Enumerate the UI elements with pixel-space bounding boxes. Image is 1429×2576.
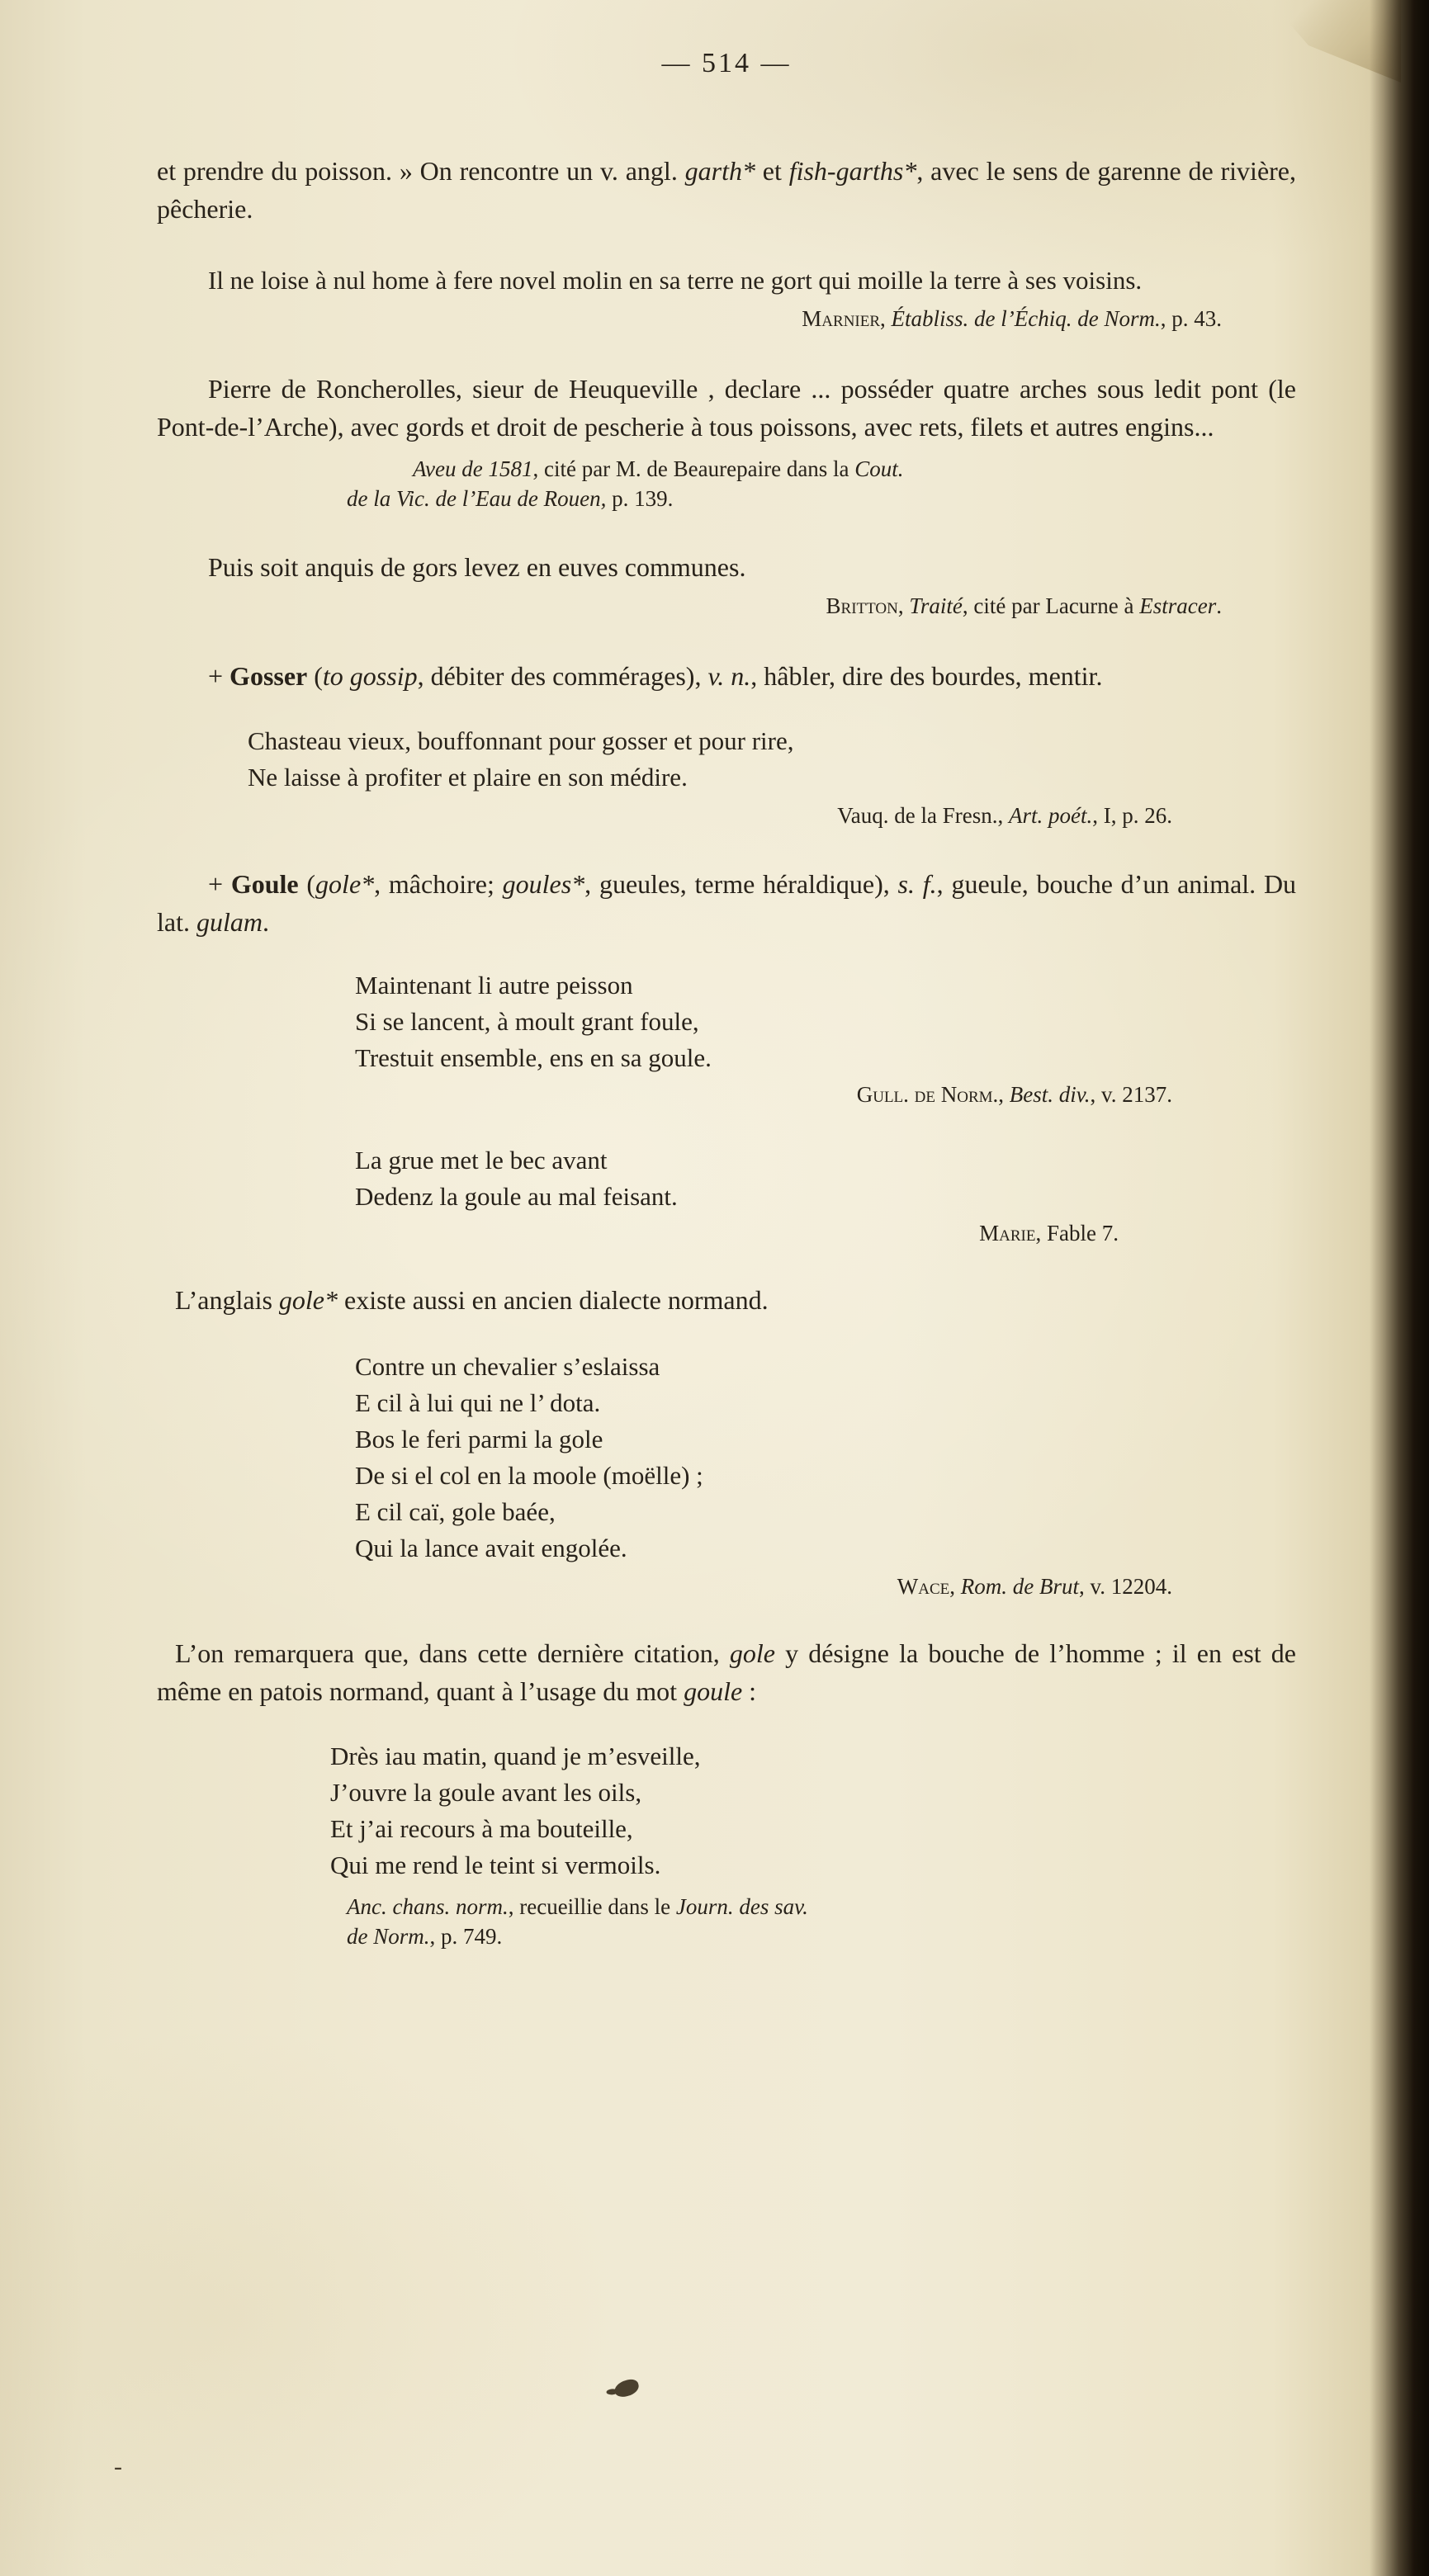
text-run: , p. 43. <box>1160 306 1222 331</box>
text-run: , v. 12204. <box>1079 1574 1172 1599</box>
citation-marnier <box>157 304 1296 333</box>
citation-author: Marie <box>979 1221 1036 1245</box>
verse-line: E cil caï, gole baée, <box>355 1497 556 1526</box>
citation-wace <box>157 1572 1296 1601</box>
book-edge-shadow <box>1370 0 1429 2576</box>
paragraph-remarque <box>157 1634 1296 1710</box>
paragraph-anglais <box>157 1281 1296 1319</box>
citation-title: Aveu de 1581 <box>413 456 533 481</box>
text-run: existe aussi en ancien dialecte normand. <box>338 1285 769 1315</box>
text-run: , avec le sens de garenne de rivière, pêcherie. <box>157 156 1297 224</box>
headword-goule: Goule <box>230 869 299 899</box>
verse-grue <box>355 1142 1296 1215</box>
citation-author: Wace <box>897 1574 950 1599</box>
entry-goule <box>157 865 1296 941</box>
term-goules: goules* <box>502 869 585 899</box>
verse-line: Si se lancent, à moult grant foule, <box>355 1007 699 1036</box>
term-to-gossip: to gossip <box>322 661 418 691</box>
text-run: , recueillie dans le <box>508 1894 676 1919</box>
grammar-label: s. f. <box>897 869 937 899</box>
term-gole: gole <box>729 1638 775 1668</box>
verse-line: Qui la lance avait engolée. <box>355 1534 627 1562</box>
text-run: . <box>1216 593 1222 618</box>
text-run: , cité par Lacurne à <box>962 593 1140 618</box>
paragraph-anquis: Puis soit anquis de gors levez en euves communes. <box>208 552 746 582</box>
citation-title: Rom. de Brut <box>960 1574 1079 1599</box>
stray-mark: - <box>114 2453 122 2480</box>
citation-title: Art. poét. <box>1009 803 1093 828</box>
text-run: , mâchoire; <box>374 869 503 899</box>
quote-molin: Il ne loise à nul home à fere novel molin en sa terre ne gort qui moille la terre à ses voisins. <box>208 266 1143 295</box>
term-gulam: gulam <box>196 907 263 937</box>
verse-line: Qui me rend le teint si vermoils. <box>330 1850 661 1879</box>
citation-guillaume-de-normandie <box>157 1080 1296 1109</box>
text-run: L’anglais <box>175 1285 279 1315</box>
page-number: — 514 — <box>661 48 792 78</box>
verse-line: Dedenz la goule au mal feisant. <box>355 1182 678 1211</box>
citation-britton <box>157 591 1296 621</box>
term-gole: gole* <box>278 1285 338 1315</box>
verse-peisson <box>355 967 1296 1076</box>
verse-chasteau <box>248 723 1296 796</box>
text-run: : <box>742 1676 757 1706</box>
text-run: . <box>262 907 269 937</box>
verse-dres-iau-matin <box>330 1738 1296 1884</box>
text-run: , <box>880 306 892 331</box>
text-run: , <box>949 1574 961 1599</box>
text-run: ( <box>307 661 323 691</box>
citation-chanson-normande <box>157 1892 1296 1951</box>
text-run: L’on remarquera que, dans cette dernière citation, <box>175 1638 730 1668</box>
text-run: y désigne la bouche de l’homme ; il en est de même en patois normand, quant à l’usage du mot <box>157 1638 1297 1706</box>
citation-title: Cout. <box>854 456 904 481</box>
citation-author: Gull. de Norm. <box>856 1082 999 1107</box>
text-run: , <box>998 1082 1010 1107</box>
citation-title: Best. div. <box>1009 1082 1091 1107</box>
grammar-label: v. n. <box>707 661 751 691</box>
citation-title: Anc. chans. norm. <box>347 1894 509 1919</box>
verse-line: Bos le feri parmi la gole <box>355 1425 603 1453</box>
text-run: , gueule, bouche d’un animal. Du lat. <box>157 869 1297 937</box>
citation-line <box>347 1921 1296 1951</box>
verse-line: Maintenant li autre peisson <box>355 971 633 1000</box>
verse-line: Chasteau vieux, bouffonnant pour gosser et pour rire, <box>248 726 794 755</box>
citation-line <box>347 484 1296 513</box>
term-garth: garth* <box>684 156 755 186</box>
paragraph-roncherolles: Pierre de Roncherolles, sieur de Heuqueville , declare ... posséder quatre arches sous ledit pont (le Pont-de-l’Arche), avec gords et droit de pescherie à tous poissons, avec rets, filets et autres engins... <box>157 374 1296 442</box>
citation-title: Établiss. de l’Échiq. de Norm. <box>891 306 1161 331</box>
text-block <box>157 45 1296 1951</box>
verse-line: Ne laisse à profiter et plaire en son médire. <box>248 763 688 792</box>
citation-title: de Norm. <box>347 1924 430 1949</box>
verse-line: Drès iau matin, quand je m’esveille, <box>330 1742 701 1770</box>
citation-author: Marnier <box>802 306 881 331</box>
entry-gosser <box>157 657 1296 695</box>
verse-line: Contre un chevalier s’eslaissa <box>355 1352 660 1381</box>
verse-line: De si el col en la moole (moëlle) ; <box>355 1461 703 1490</box>
citation-marie <box>157 1218 1296 1248</box>
text-run: p. 139. <box>606 486 674 511</box>
text-run: , débiter des commérages), <box>417 661 708 691</box>
text-run: , p. 749. <box>429 1924 503 1949</box>
citation-ref: Estracer <box>1139 593 1217 618</box>
verse-line: E cil à lui qui ne l’ dota. <box>355 1388 601 1417</box>
ink-blot <box>613 2378 641 2399</box>
entry-plus-sign: + <box>208 869 231 899</box>
text-run: , v. 2137. <box>1090 1082 1172 1107</box>
citation-author: Britton <box>826 593 898 618</box>
text-run: , Fable 7. <box>1035 1221 1119 1245</box>
verse-line: Trestuit ensemble, ens en sa goule. <box>355 1043 712 1072</box>
citation-vauquelin <box>157 801 1296 830</box>
citation-title: Journ. des sav. <box>675 1894 808 1919</box>
citation-author: Vauq. de la Fresn., <box>837 803 1009 828</box>
text-run: et <box>755 156 789 186</box>
citation-line <box>413 454 1296 484</box>
entry-plus-sign: + <box>208 661 230 691</box>
headword-gosser: Gosser <box>229 661 308 691</box>
text-run: , I, p. 26. <box>1092 803 1172 828</box>
text-run: , cité par M. de Beaurepaire dans la <box>532 456 855 481</box>
term-gole: gole* <box>315 869 375 899</box>
verse-brut <box>355 1349 1296 1567</box>
text-run: , hâbler, dire des bourdes, mentir. <box>750 661 1103 691</box>
citation-title: de la Vic. de l’Eau de Rouen, <box>347 486 607 511</box>
term-goule: goule <box>684 1676 743 1706</box>
text-run: et prendre du poisson. » On rencontre un v. angl. <box>157 156 685 186</box>
citation-aveu-1581 <box>157 454 1296 513</box>
citation-line <box>347 1892 1296 1921</box>
verse-line: J’ouvre la goule avant les oils, <box>330 1778 642 1807</box>
term-fish-garths: fish-garths* <box>788 156 917 186</box>
citation-title: Traité <box>909 593 963 618</box>
text-run: , <box>897 593 910 618</box>
text-run: ( <box>298 869 316 899</box>
paragraph-garth <box>157 152 1296 228</box>
verse-line: Et j’ai recours à ma bouteille, <box>330 1814 633 1843</box>
text-run: , gueules, terme héraldique), <box>584 869 898 899</box>
verse-line: La grue met le bec avant <box>355 1146 608 1175</box>
